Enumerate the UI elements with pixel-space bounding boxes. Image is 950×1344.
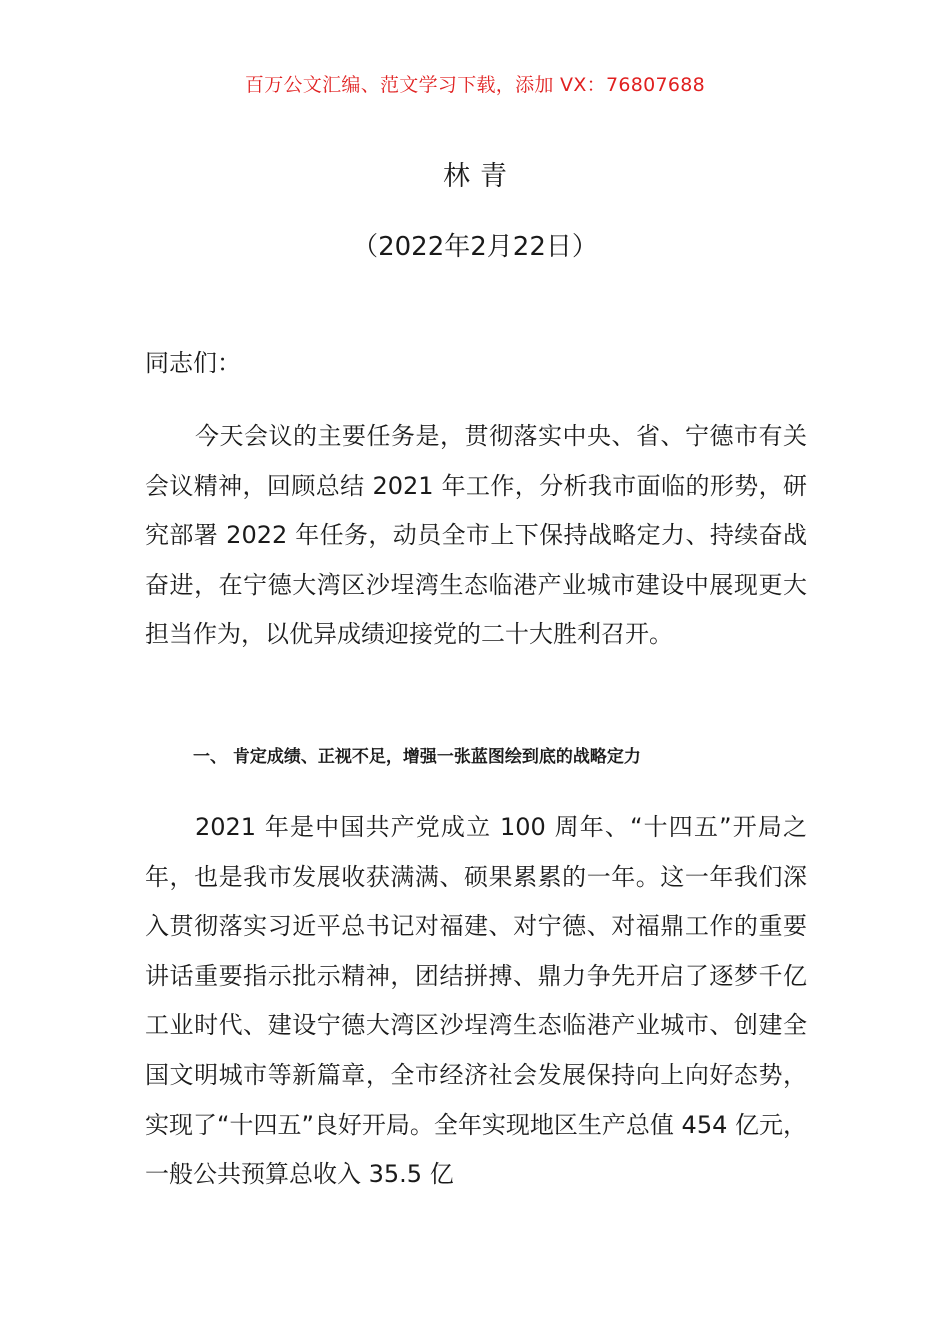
paragraph-intro: 今天会议的主要任务是，贯彻落实中央、省、宁德市有关会议精神，回顾总结 2021 年工作，分析我市面临的形势，研究部署 2022 年任务，动员全市上下保持战略定力、持续奋战奋进，在宁德大湾区沙埕湾生态临港产业城市建设中展现更大担当作为，以优异成绩迎接党的二十大胜利召开。 xyxy=(145,422,807,649)
watermark-banner: 百万公文汇编、范文学习下载，添加 VX：76807688 xyxy=(244,74,706,96)
section-heading: 一、 肯定成绩、正视不足，增强一张蓝图绘到底的战略定力 xyxy=(193,747,641,767)
speech-date: （2022年2月22日） xyxy=(352,232,598,262)
author-name: 林青 xyxy=(443,161,517,192)
greeting: 同志们： xyxy=(145,349,241,377)
paragraph-achievements: 2021 年是中国共产党成立 100 周年、“十四五”开局之年，也是我市发展收获满满、硕果累累的一年。这一年我们深入贯彻落实习近平总书记对福建、对宁德、对福鼎工作的重要讲话重要指示批示精神，团结拼搏、鼎力争先开启了逐梦千亿工业时代、建设宁德大湾区沙埕湾生态临港产业城市、创建全国文明城市等新篇章，全市经济社会发展保持向上向好态势，实现了“十四五”良好开局。全年实现地区生产总值 454 亿元，一般公共预算总收入 35.5 亿 xyxy=(145,813,807,1189)
